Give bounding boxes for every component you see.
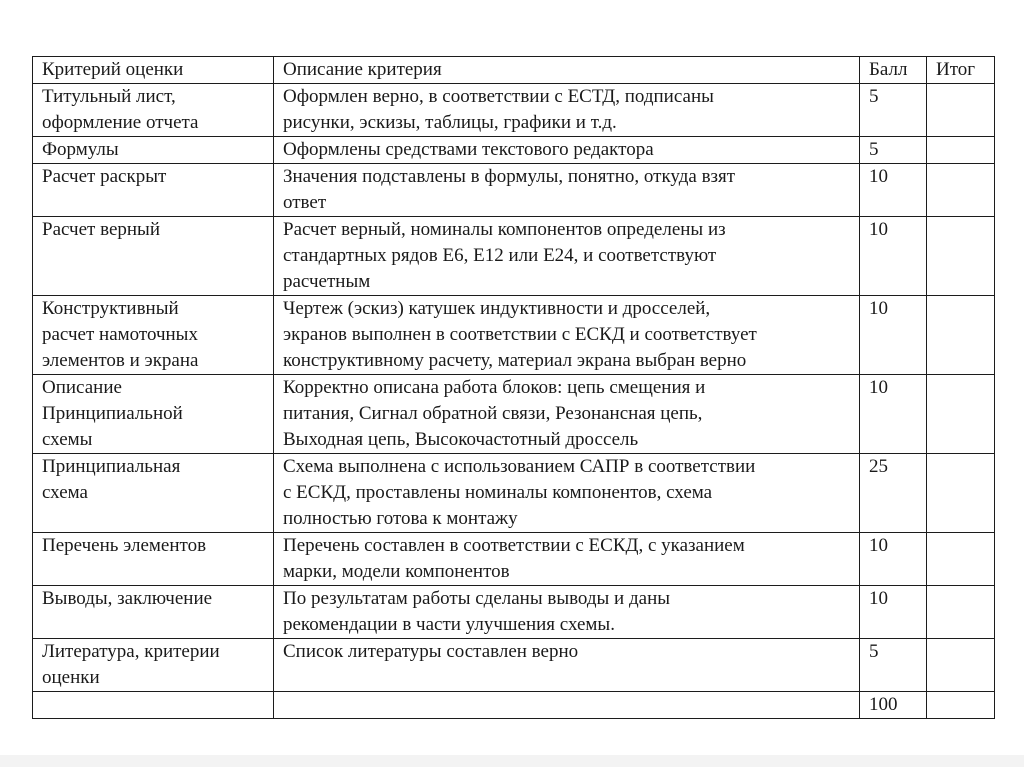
criterion-cell [33, 84, 274, 137]
score-cell: 5 [860, 84, 927, 137]
description-cell-line: полностью готова к монтажу [283, 508, 518, 529]
description-cell [274, 586, 860, 639]
description-cell-line: рисунки, эскизы, таблицы, графики и т.д. [283, 112, 617, 133]
table-row [33, 296, 995, 375]
description-cell-line: ответ [283, 192, 327, 213]
description-cell-line: питания, Сигнал обратной связи, Резонансная цепь, [283, 403, 703, 424]
score-cell: 5 [860, 137, 927, 164]
criterion-cell-line: расчет намоточных [42, 324, 198, 345]
criterion-cell-line: Формулы [42, 139, 119, 160]
result-cell [927, 84, 995, 137]
result-cell [927, 296, 995, 375]
grading-criteria-table [32, 56, 995, 719]
criterion-cell-line: оформление отчета [42, 112, 199, 133]
description-cell-line: Выходная цепь, Высокочастотный дроссель [283, 429, 639, 450]
criterion-cell-line: Перечень элементов [42, 535, 207, 556]
score-cell: 10 [860, 375, 927, 454]
header-result: Итог [927, 57, 995, 84]
result-cell [927, 586, 995, 639]
score-cell: 10 [860, 217, 927, 296]
result-cell [927, 137, 995, 164]
bottom-strip [0, 755, 1024, 767]
result-cell [927, 454, 995, 533]
description-cell [274, 296, 860, 375]
table-row [33, 639, 995, 692]
table-row [33, 533, 995, 586]
criterion-cell-line: схема [42, 482, 88, 503]
result-cell [927, 164, 995, 217]
total-result-cell [927, 692, 995, 719]
score-cell: 25 [860, 454, 927, 533]
result-cell [927, 375, 995, 454]
result-cell [927, 533, 995, 586]
description-cell-line: Перечень составлен в соответствии с ЕСКД, с указанием [283, 535, 745, 556]
criterion-cell-line: Титульный лист, [42, 86, 176, 107]
description-cell-line: рекомендации в части улучшения схемы. [283, 614, 615, 635]
header-score: Балл [860, 57, 927, 84]
criterion-cell-line: Расчет верный [42, 219, 160, 240]
description-cell [274, 84, 860, 137]
description-cell [274, 137, 860, 164]
header-criterion: Критерий оценки [33, 57, 274, 84]
result-cell [927, 639, 995, 692]
description-cell [274, 375, 860, 454]
description-cell-line: Схема выполнена с использованием САПР в соответствии [283, 456, 756, 477]
description-cell-line: стандартных рядов Е6, Е12 или Е24, и соответствуют [283, 245, 717, 266]
description-cell-line: марки, модели компонентов [283, 561, 510, 582]
description-cell [274, 639, 860, 692]
criterion-cell [33, 454, 274, 533]
table-row [33, 375, 995, 454]
criterion-cell-line: Конструктивный [42, 298, 179, 319]
criterion-cell-line: Принципиальной [42, 403, 183, 424]
total-row [33, 692, 995, 719]
description-cell-line: Чертеж (эскиз) катушек индуктивности и дросселей, [283, 298, 711, 319]
description-cell-line: Оформлен верно, в соответствии с ЕСТД, подписаны [283, 86, 714, 107]
description-cell-line: По результатам работы сделаны выводы и даны [283, 588, 671, 609]
criterion-cell-line: схемы [42, 429, 93, 450]
description-cell-line: с ЕСКД, проставлены номиналы компонентов, схема [283, 482, 713, 503]
score-cell: 10 [860, 164, 927, 217]
header-description: Описание критерия [274, 57, 860, 84]
description-cell [274, 164, 860, 217]
criterion-cell-line: Расчет раскрыт [42, 166, 167, 187]
criterion-cell [33, 296, 274, 375]
criterion-cell-line: Литература, критерии [42, 641, 220, 662]
table-row [33, 217, 995, 296]
table-row [33, 586, 995, 639]
criterion-cell-line: элементов и экрана [42, 350, 199, 371]
criterion-cell [33, 586, 274, 639]
criterion-cell-line: Принципиальная [42, 456, 181, 477]
table-row [33, 164, 995, 217]
criterion-cell [33, 137, 274, 164]
description-cell-line: экранов выполнен в соответствии с ЕСКД и соответствует [283, 324, 757, 345]
total-score-cell: 100 [860, 692, 927, 719]
criterion-cell-line: Описание [42, 377, 122, 398]
description-cell-line: Корректно описана работа блоков: цепь смещения и [283, 377, 706, 398]
description-cell-line: Список литературы составлен верно [283, 641, 579, 662]
criterion-cell [33, 164, 274, 217]
score-cell: 10 [860, 296, 927, 375]
description-cell [274, 454, 860, 533]
table-header-row [33, 57, 995, 84]
total-criterion-cell [33, 692, 274, 719]
description-cell [274, 217, 860, 296]
score-cell: 10 [860, 586, 927, 639]
criterion-cell [33, 217, 274, 296]
criterion-cell-line: оценки [42, 667, 100, 688]
description-cell-line: расчетным [283, 271, 371, 292]
description-cell-line: Значения подставлены в формулы, понятно, откуда взят [283, 166, 736, 187]
description-cell-line: Расчет верный, номиналы компонентов определены из [283, 219, 726, 240]
criterion-cell [33, 375, 274, 454]
criterion-cell [33, 639, 274, 692]
score-cell: 5 [860, 639, 927, 692]
result-cell [927, 217, 995, 296]
total-description-cell [274, 692, 860, 719]
table-row [33, 137, 995, 164]
table-row [33, 84, 995, 137]
score-cell: 10 [860, 533, 927, 586]
description-cell [274, 533, 860, 586]
description-cell-line: конструктивному расчету, материал экрана выбран верно [283, 350, 747, 371]
criterion-cell [33, 533, 274, 586]
description-cell-line: Оформлены средствами текстового редактора [283, 139, 654, 160]
table-row [33, 454, 995, 533]
criterion-cell-line: Выводы, заключение [42, 588, 213, 609]
